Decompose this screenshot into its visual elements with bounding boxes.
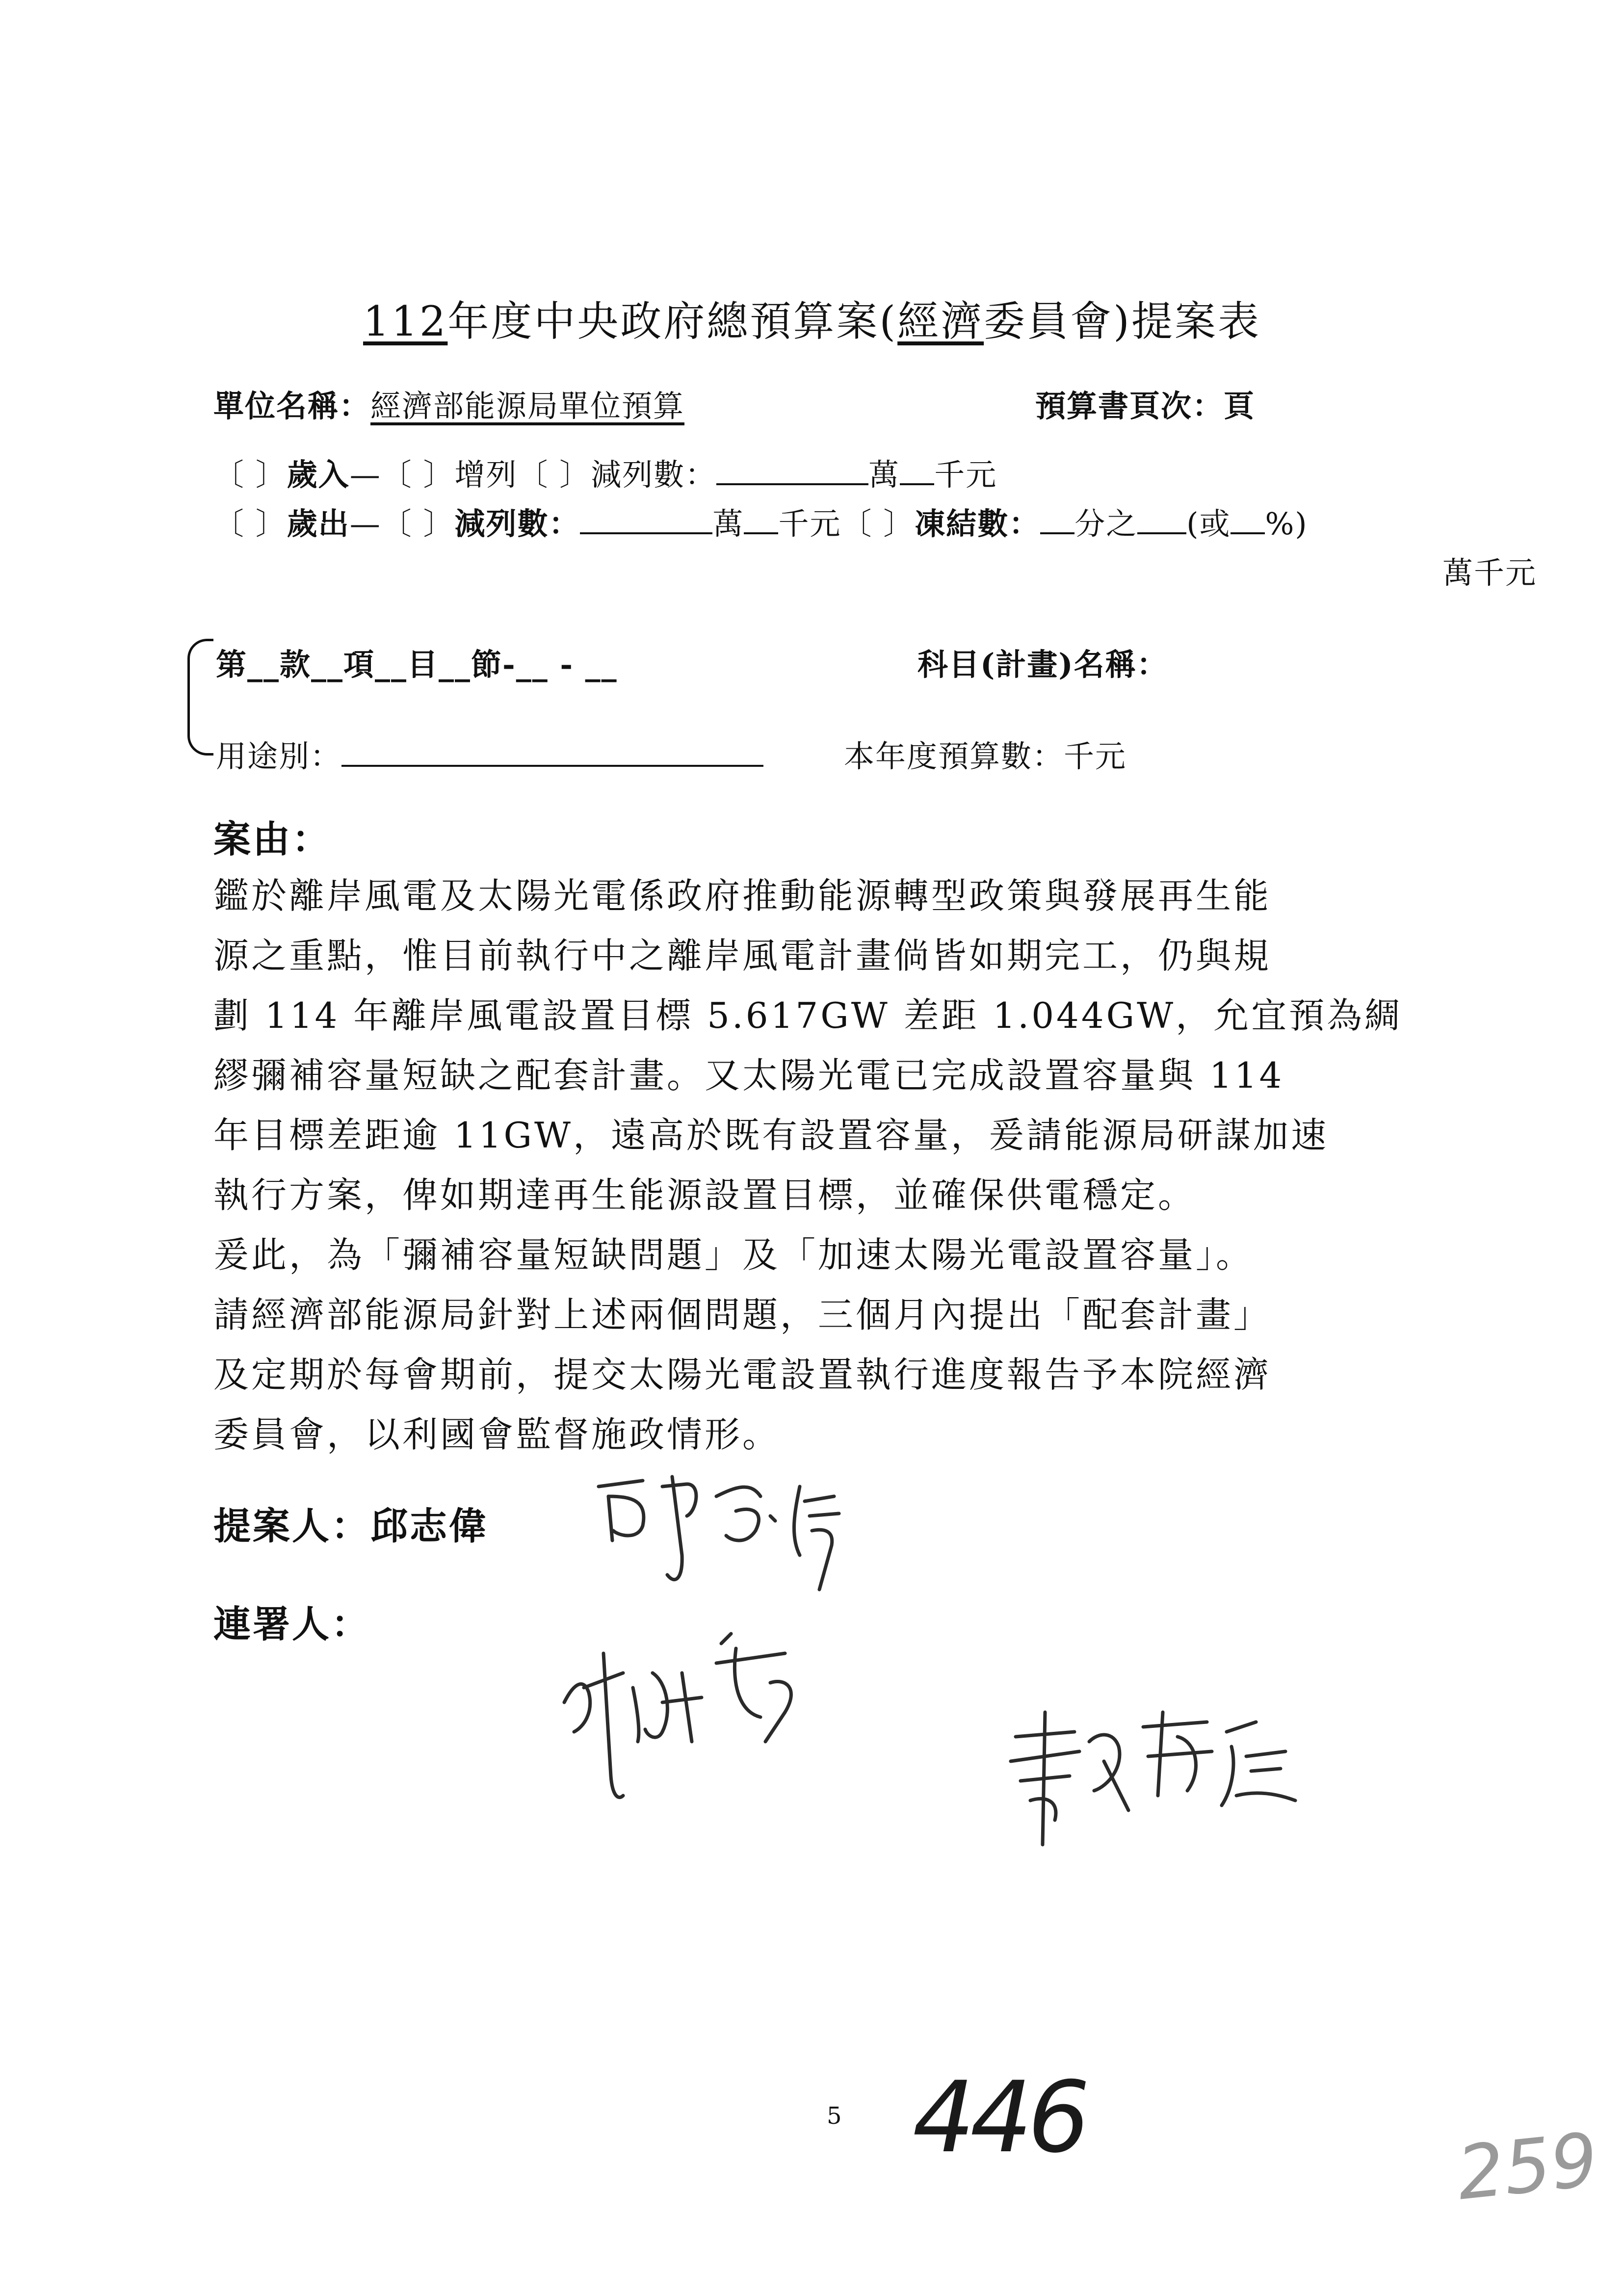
handwritten-number: 446	[913, 2061, 1085, 2175]
proposer-name: 邱志偉	[370, 1504, 488, 1548]
cosigner-label: 連署人：	[213, 1602, 370, 1646]
expenditure-thousand-blank	[744, 503, 778, 534]
cosigner-signature-1	[554, 1614, 829, 1815]
proposer-row	[213, 1496, 488, 1550]
freeze-fraction: 分之	[1074, 506, 1138, 542]
revenue-increase: 〔 〕增列	[381, 457, 518, 493]
category-brace	[187, 639, 213, 756]
expenditure-thousand: 千元	[778, 506, 841, 542]
revenue-dash: —	[349, 457, 381, 493]
reason-line: 劃 114 年離岸風電設置目標 5.617GW 差距 1.044GW，允宜預為綢	[213, 995, 1403, 1036]
budget-page-row	[1035, 382, 1255, 425]
reason-line: 源之重點，惟目前執行中之離岸風電計畫倘皆如期完工，仍與規	[213, 935, 1272, 976]
title-year: 112	[363, 297, 448, 345]
revenue-decrease: 〔 〕減列數：	[517, 457, 717, 493]
usage-label: 用途別：	[216, 738, 342, 774]
revenue-label: 歲入	[287, 457, 350, 493]
usage-row	[216, 732, 763, 776]
expenditure-row	[213, 499, 1308, 543]
wan-thousand-line: 萬千元	[1442, 555, 1537, 591]
freeze-denominator-blank	[1137, 503, 1186, 534]
title-part2: 委員會)提案表	[984, 297, 1261, 345]
freeze-percent-blank	[1231, 503, 1265, 534]
reason-line: 請經濟部能源局針對上述兩個問題，三個月內提出「配套計畫」	[213, 1294, 1272, 1335]
page-title	[0, 288, 1624, 348]
unit-row	[213, 382, 684, 425]
freeze-numerator-blank	[1040, 503, 1074, 534]
expenditure-decrease: 減列數：	[454, 506, 580, 542]
cosigner-signature-2	[1001, 1697, 1305, 1850]
expenditure-label: 歲出	[287, 506, 350, 542]
annual-budget-label: 本年度預算數：千元	[844, 738, 1127, 774]
freeze-or: (或	[1186, 506, 1231, 542]
usage-blank	[341, 736, 763, 767]
freeze-percent: %)	[1265, 506, 1308, 542]
revenue-thousand: 千元	[934, 457, 997, 493]
reason-body	[213, 866, 1469, 1464]
reason-line: 繆彌補容量短缺之配套計畫。又太陽光電已完成設置容量與 114	[213, 1055, 1284, 1096]
revenue-wan: 萬	[868, 457, 900, 493]
category-kuan-row: 第__款__項__目__節-__ - __	[216, 647, 618, 682]
proposer-signature	[589, 1467, 844, 1594]
expenditure-amount-blank	[580, 503, 712, 534]
revenue-amount-blank	[716, 454, 868, 485]
freeze-bracket: 〔 〕	[841, 506, 915, 542]
revenue-row	[213, 450, 997, 494]
expenditure-wan: 萬	[712, 506, 744, 542]
revenue-thousand-blank	[900, 454, 934, 485]
expenditure-bracket: 〔 〕	[213, 506, 287, 542]
subject-name-label: 科目(計畫)名稱：	[917, 647, 1168, 682]
title-committee: 經濟	[897, 297, 984, 345]
reason-label: 案由：	[213, 817, 331, 861]
proposer-label: 提案人：	[213, 1504, 370, 1548]
reason-line: 執行方案，俾如期達再生能源設置目標，並確保供電穩定。	[213, 1174, 1196, 1216]
freeze-label: 凍結數：	[915, 506, 1041, 542]
unit-value: 經濟部能源局單位預算	[370, 388, 685, 424]
reason-line: 年目標差距逾 11GW，遠高於既有設置容量，爰請能源局研謀加速	[213, 1115, 1329, 1156]
revenue-bracket: 〔 〕	[213, 457, 287, 493]
expenditure-dash: —〔 〕	[349, 506, 455, 542]
title-part1: 年度中央政府總預算案(	[447, 297, 898, 345]
reason-line: 爰此，為「彌補容量短缺問題」及「加速太陽光電設置容量」。	[213, 1234, 1254, 1276]
unit-label: 單位名稱：	[213, 388, 371, 424]
page-number: 5	[827, 2102, 842, 2130]
handwritten-corner-number: 259	[1453, 2117, 1602, 2217]
reason-line: 及定期於每會期前，提交太陽光電設置執行進度報告予本院經濟	[213, 1354, 1272, 1395]
reason-line: 鑑於離岸風電及太陽光電係政府推動能源轉型政策與發展再生能	[213, 875, 1272, 916]
budget-page-label: 預算書頁次：頁	[1035, 388, 1256, 424]
reason-line: 委員會，以利國會監督施政情形。	[213, 1414, 781, 1455]
